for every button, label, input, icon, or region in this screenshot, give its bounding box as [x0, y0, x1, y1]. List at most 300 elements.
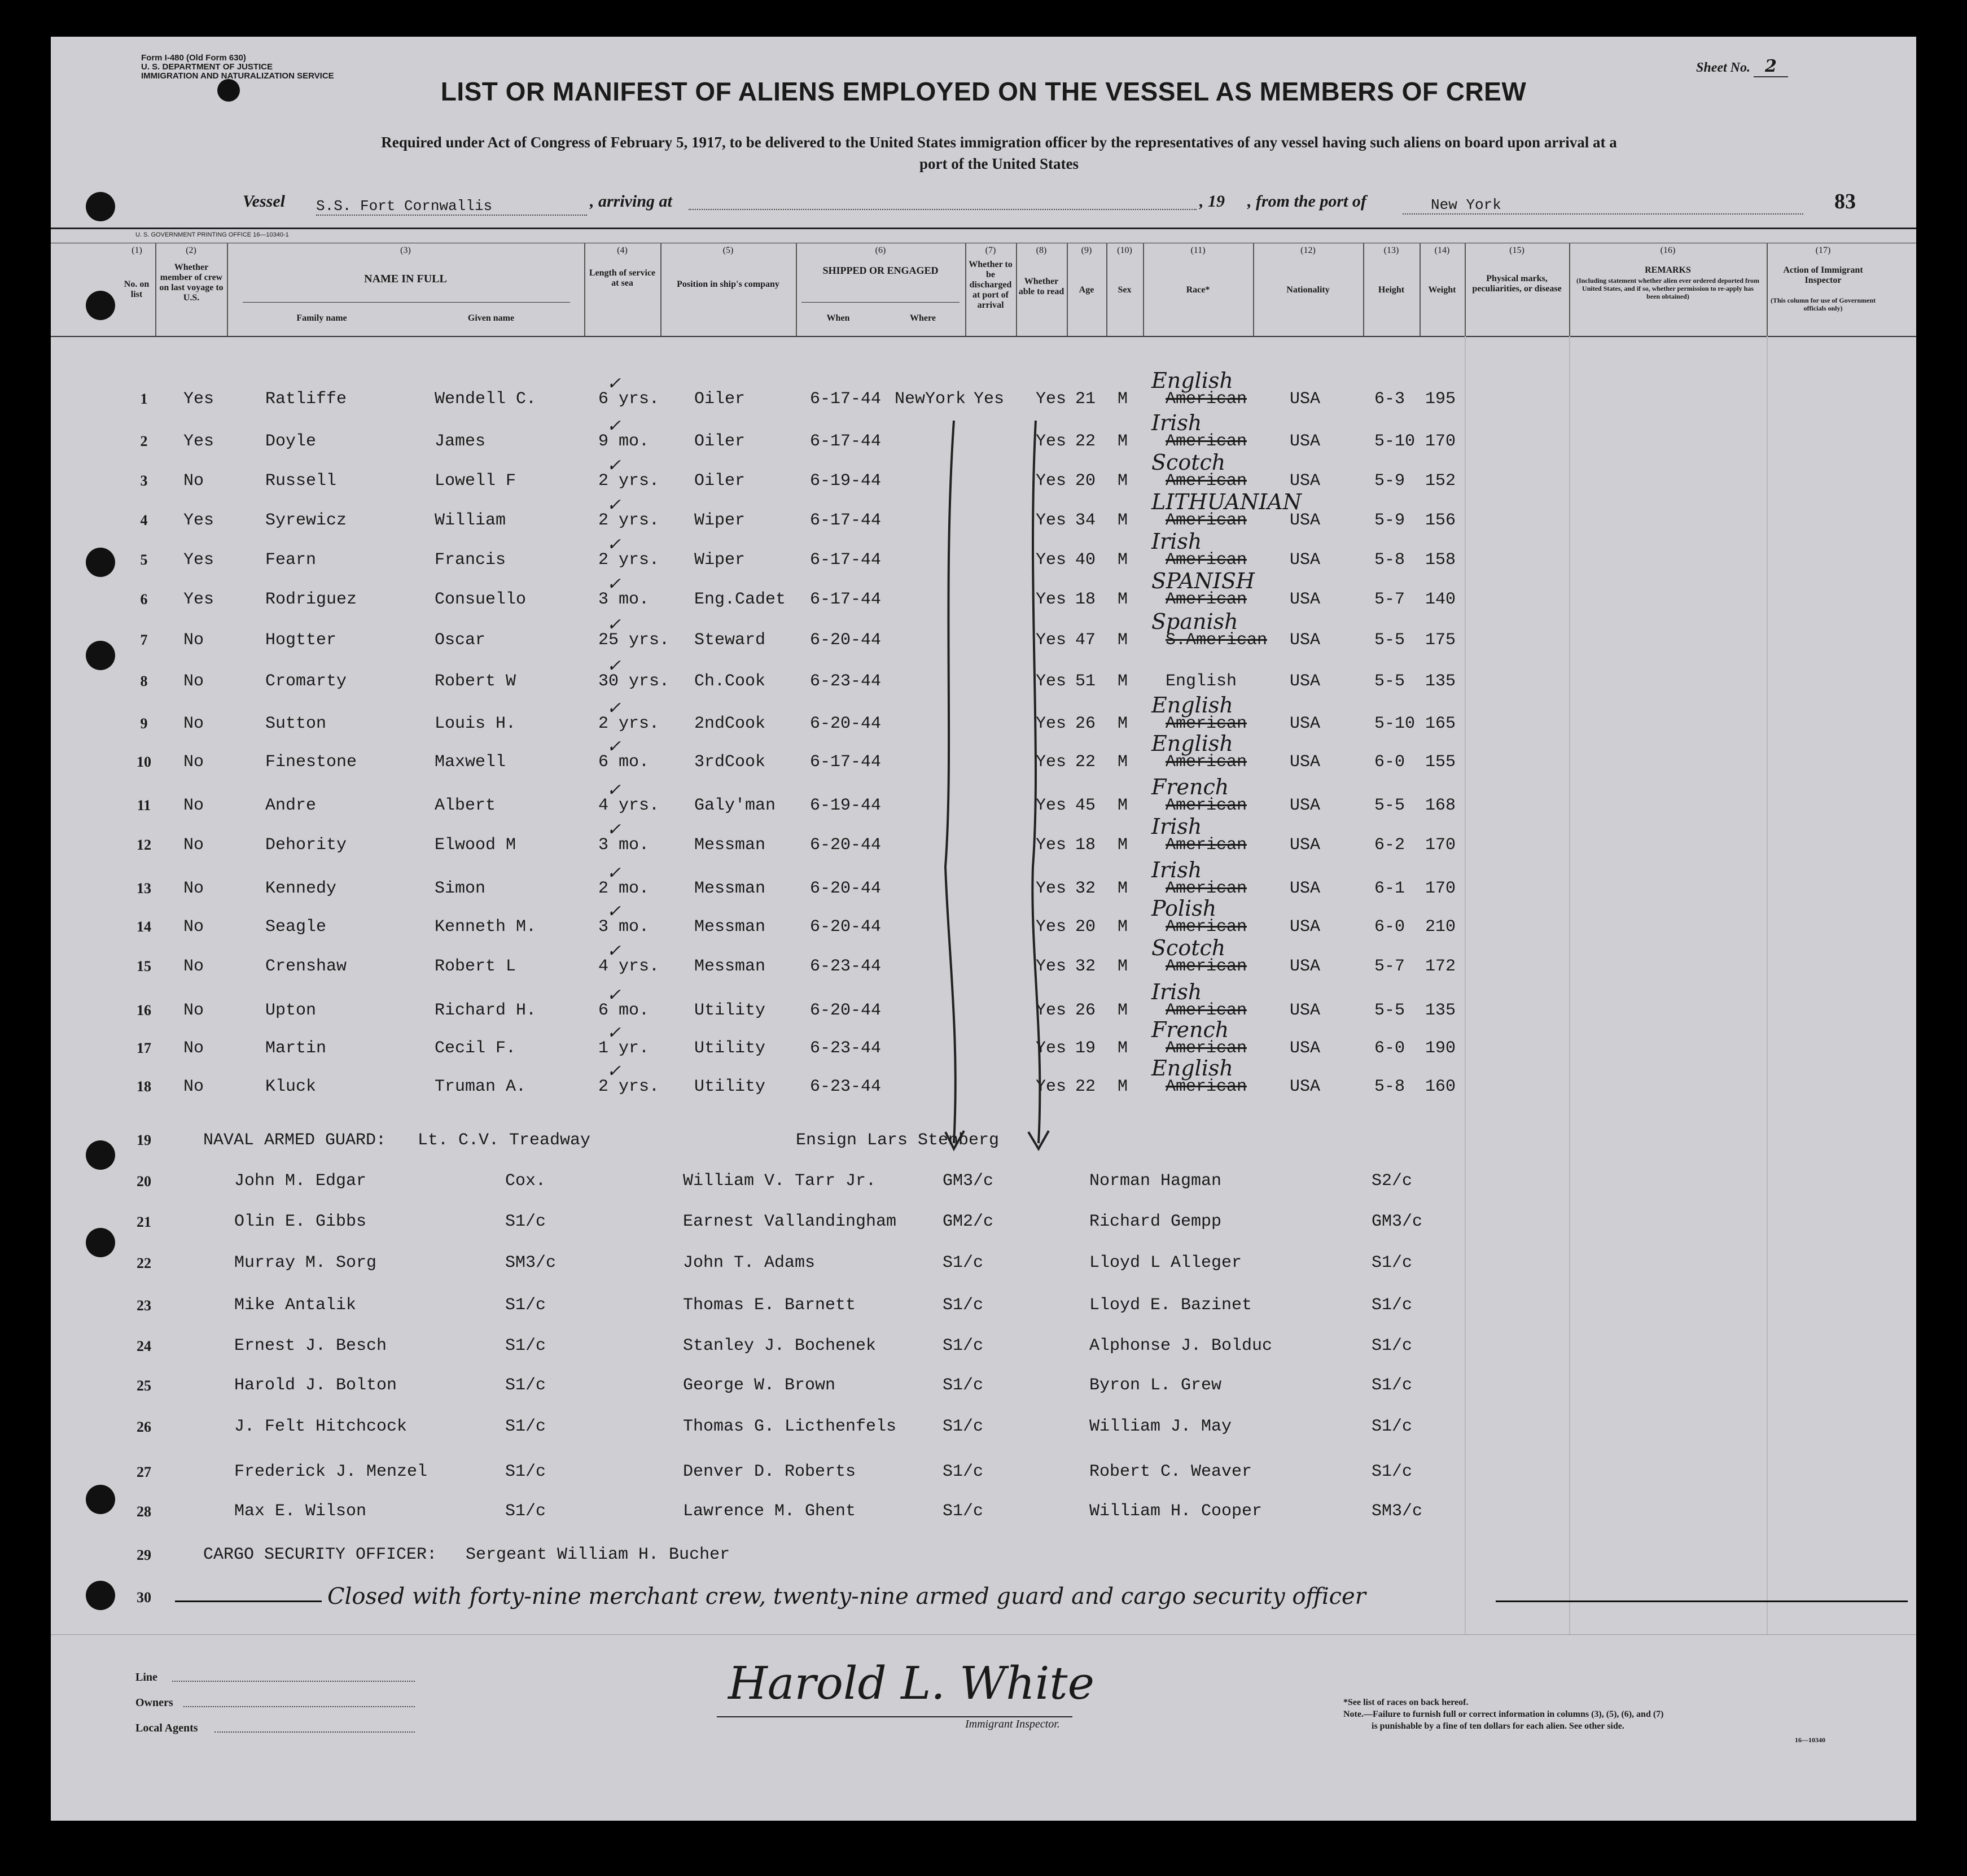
col-heading: Sex — [1118, 285, 1132, 295]
cell-nationality: USA — [1290, 590, 1321, 609]
cell-height: 6-0 — [1374, 917, 1405, 937]
guard-c3-rank: S1/c — [1372, 1253, 1413, 1272]
col-num: (15) — [1509, 246, 1524, 255]
cell-age: 21 — [1075, 390, 1096, 409]
cell-nationality: USA — [1290, 796, 1321, 815]
col-num: (9) — [1081, 246, 1092, 255]
cell-race-typed: American — [1166, 511, 1247, 530]
cell-no: 9 — [140, 715, 148, 732]
col-heading: Physical marks, peculiarities, or disease — [1472, 274, 1562, 294]
col-note: (Including statement whether alien ever ordered deported from United States, and if so, whether permission to re-apply has been obtained) — [1576, 277, 1760, 300]
cell-given: Lowell F — [435, 471, 516, 491]
cell-nationality: USA — [1290, 836, 1321, 855]
cell-race-typed: American — [1166, 550, 1247, 570]
cell-where: NewYork — [895, 390, 966, 409]
agents-blank — [214, 1731, 415, 1733]
cell-family: Ratliffe — [265, 390, 347, 409]
cell-when: 6-23-44 — [810, 1077, 882, 1096]
check-mark-icon: ✓ — [607, 1023, 621, 1043]
cell-read: Yes — [1036, 917, 1067, 937]
cell-age: 34 — [1075, 511, 1096, 530]
guard-c2-name: Lawrence M. Ghent — [683, 1502, 856, 1521]
cell-race-typed: American — [1166, 471, 1247, 491]
cell-sex: M — [1118, 390, 1128, 409]
sheet-number — [1696, 56, 1788, 76]
guard-c1-name: Harold J. Bolton — [234, 1376, 397, 1395]
cell-family: Russell — [265, 471, 337, 491]
department: U. S. DEPARTMENT OF JUSTICE — [141, 62, 273, 72]
cell-height: 6-0 — [1374, 753, 1405, 772]
owners-blank — [183, 1706, 415, 1707]
guard-c1-rank: SM3/c — [505, 1253, 557, 1272]
cell-age: 22 — [1075, 1077, 1096, 1096]
cell-nationality: USA — [1290, 1039, 1321, 1058]
cell-position: Galy'man — [694, 796, 776, 815]
cell-age: 19 — [1075, 1039, 1096, 1058]
arriving-blank — [689, 209, 1197, 210]
cell-family: Dehority — [265, 836, 347, 855]
cell-no: 1 — [140, 391, 148, 407]
cell-position: Wiper — [694, 511, 746, 530]
cell-height: 6-0 — [1374, 1039, 1405, 1058]
check-mark-icon: ✓ — [607, 456, 621, 475]
cell-service: 2 yrs. — [598, 714, 660, 733]
check-mark-icon: ✓ — [607, 374, 621, 393]
cell-height: 5-9 — [1374, 511, 1405, 530]
cell-race-handwritten: French — [1151, 1017, 1229, 1042]
guard-c1-rank: S1/c — [505, 1376, 546, 1395]
form-number: Form I-480 (Old Form 630) — [141, 53, 246, 63]
cell-race-handwritten: LITHUANIAN — [1151, 489, 1302, 514]
col-divider — [1767, 243, 1768, 336]
cell-race-typed: American — [1166, 879, 1247, 898]
col-num: (7) — [985, 246, 996, 255]
col-divider — [660, 243, 661, 336]
cell-height: 5-10 — [1374, 714, 1416, 733]
cell-position: Oiler — [694, 471, 746, 491]
guard-no: 21 — [137, 1214, 151, 1230]
cell-race-typed: American — [1166, 714, 1247, 733]
col-heading: Whether to be discharged at port of arrival — [969, 260, 1013, 310]
guard-c2-rank: S1/c — [943, 1417, 984, 1436]
header-bottom-rule — [51, 336, 1916, 337]
check-mark-icon: ✓ — [607, 902, 621, 921]
cell-prev: Yes — [183, 550, 214, 570]
cell-height: 5-5 — [1374, 796, 1405, 815]
guard-c3-name: Byron L. Grew — [1089, 1376, 1222, 1395]
cell-when: 6-17-44 — [810, 432, 882, 451]
guard-c3-rank: S1/c — [1372, 1296, 1413, 1315]
cell-age: 47 — [1075, 631, 1096, 650]
col-subheading: When — [826, 313, 850, 323]
col-divider — [1569, 243, 1570, 336]
col-num: (4) — [617, 246, 628, 255]
cell-no: 17 — [137, 1040, 151, 1056]
cell-sex: M — [1118, 1001, 1128, 1020]
col-heading: Race* — [1186, 285, 1210, 295]
col-num: (16) — [1660, 246, 1676, 255]
cell-weight: 160 — [1425, 1077, 1456, 1096]
guard-c2-name: Stanley J. Bochenek — [683, 1336, 877, 1355]
cell-position: Wiper — [694, 550, 746, 570]
subtitle-line-2: port of the United States — [919, 155, 1079, 172]
guard-c3-name: Richard Gempp — [1089, 1212, 1222, 1231]
cell-when: 6-20-44 — [810, 917, 882, 937]
cell-no: 18 — [137, 1078, 151, 1095]
guard-c1-name: Ernest J. Besch — [234, 1336, 387, 1355]
cell-sex: M — [1118, 917, 1128, 937]
cell-read: Yes — [1036, 590, 1067, 609]
check-mark-icon: ✓ — [607, 535, 621, 554]
cell-prev: No — [183, 917, 204, 937]
cell-service: 3 mo. — [598, 917, 650, 937]
cell-service: 4 yrs. — [598, 957, 660, 976]
cell-when: 6-23-44 — [810, 1039, 882, 1058]
punch-hole — [86, 1581, 115, 1610]
cell-family: Rodriguez — [265, 590, 357, 609]
table-top-rule — [51, 228, 1916, 229]
cell-age: 22 — [1075, 753, 1096, 772]
cell-weight: 170 — [1425, 836, 1456, 855]
cell-read: Yes — [1036, 836, 1067, 855]
cell-read: Yes — [1036, 796, 1067, 815]
vessel-label: Vessel — [243, 192, 285, 211]
col-heading: Height — [1378, 285, 1405, 295]
cell-height: 6-3 — [1374, 390, 1405, 409]
cell-service: 3 mo. — [598, 590, 650, 609]
cell-race-handwritten: Irish — [1151, 814, 1202, 839]
cell-nationality: USA — [1290, 1001, 1321, 1020]
check-mark-icon: ✓ — [607, 820, 621, 839]
cell-weight: 170 — [1425, 879, 1456, 898]
cell-service: 30 yrs. — [598, 672, 670, 691]
cell-sex: M — [1118, 631, 1128, 650]
cell-position: Ch.Cook — [694, 672, 766, 691]
cell-race-typed: American — [1166, 1077, 1247, 1096]
cell-family: Doyle — [265, 432, 317, 451]
cell-nationality: USA — [1290, 550, 1321, 570]
check-mark-icon: ✓ — [607, 985, 621, 1005]
col-num: (2) — [186, 246, 196, 255]
cell-nationality: USA — [1290, 879, 1321, 898]
cell-given: William — [435, 511, 506, 530]
cell-when: 6-20-44 — [810, 714, 882, 733]
guard-c1-name: Murray M. Sorg — [234, 1253, 377, 1272]
cell-age: 32 — [1075, 957, 1096, 976]
cell-weight: 140 — [1425, 590, 1456, 609]
signature-line — [717, 1716, 1072, 1717]
cell-service: 2 yrs. — [598, 1077, 660, 1096]
cell-weight: 152 — [1425, 471, 1456, 491]
cell-family: Martin — [265, 1039, 327, 1058]
cell-service: 2 yrs. — [598, 471, 660, 491]
cell-height: 5-8 — [1374, 550, 1405, 570]
punch-hole — [86, 641, 115, 670]
cell-race-handwritten: English — [1151, 693, 1233, 718]
cell-read: Yes — [1036, 511, 1067, 530]
cell-prev: Yes — [183, 432, 214, 451]
cell-service: 1 yr. — [598, 1039, 650, 1058]
cell-nationality: USA — [1290, 471, 1321, 491]
col-divider — [1767, 336, 1768, 1634]
guard-c3-name: Lloyd L Alleger — [1089, 1253, 1242, 1272]
col-num: (8) — [1036, 246, 1047, 255]
ditto-arrows — [920, 415, 1067, 1160]
cell-family: Hogtter — [265, 631, 337, 650]
cell-age: 26 — [1075, 714, 1096, 733]
guard-c3-rank: S1/c — [1372, 1462, 1413, 1481]
cell-race-typed: S.American — [1166, 631, 1268, 650]
cell-nationality: USA — [1290, 511, 1321, 530]
cell-nationality: USA — [1290, 957, 1321, 976]
cell-when: 6-20-44 — [810, 879, 882, 898]
cell-age: 32 — [1075, 879, 1096, 898]
col-heading: Age — [1079, 285, 1094, 295]
guard-c2-name: William V. Tarr Jr. — [683, 1171, 877, 1191]
cell-race-typed: American — [1166, 917, 1247, 937]
guard-c3-name: Lloyd E. Bazinet — [1089, 1296, 1252, 1315]
cell-age: 20 — [1075, 471, 1096, 491]
col-num: (11) — [1190, 246, 1206, 255]
page-number: 83 — [1834, 190, 1856, 213]
col-heading: No. on list — [124, 279, 150, 299]
cell-given: Cecil F. — [435, 1039, 516, 1058]
cell-race-handwritten: French — [1151, 775, 1229, 799]
row-number: 29 — [137, 1547, 151, 1563]
cell-given: Louis H. — [435, 714, 516, 733]
guard-c1-rank: S1/c — [505, 1336, 546, 1355]
arriving-label: , arriving at — [590, 192, 672, 211]
cell-no: 7 — [140, 632, 148, 648]
cell-position: Oiler — [694, 432, 746, 451]
cell-when: 6-17-44 — [810, 511, 882, 530]
cell-family: Kluck — [265, 1077, 317, 1096]
cell-family: Kennedy — [265, 879, 337, 898]
guard-c2-rank: S1/c — [943, 1296, 984, 1315]
subtitle — [124, 132, 1874, 174]
guard-c3-name: Norman Hagman — [1089, 1171, 1222, 1191]
cell-nationality: USA — [1290, 390, 1321, 409]
cell-service: 6 mo. — [598, 753, 650, 772]
cell-weight: 135 — [1425, 672, 1456, 691]
cell-read: Yes — [1036, 1001, 1067, 1020]
cell-service: 2 yrs. — [598, 511, 660, 530]
cell-read: Yes — [1036, 672, 1067, 691]
cell-no: 2 — [140, 433, 148, 449]
cell-family: Finestone — [265, 753, 357, 772]
cell-height: 6-2 — [1374, 836, 1405, 855]
col-heading: Whether member of crew on last voyage to U.S. — [159, 263, 224, 303]
col-heading: Whether able to read — [1018, 277, 1064, 296]
cell-given: Richard H. — [435, 1001, 537, 1020]
year-label: , 19 — [1199, 192, 1225, 211]
footer-rule — [51, 1634, 1916, 1635]
cell-weight: 156 — [1425, 511, 1456, 530]
from-port-label: , from the port of — [1247, 192, 1366, 211]
check-mark-icon: ✓ — [607, 737, 621, 756]
cell-read: Yes — [1036, 471, 1067, 491]
name-divider — [243, 302, 570, 303]
guard-c2-name: George W. Brown — [683, 1376, 836, 1395]
cell-discharged: Yes — [974, 390, 1005, 409]
col-heading: Weight — [1428, 285, 1456, 295]
guard-c2-rank: S1/c — [943, 1253, 984, 1272]
guard-c1-name: Mike Antalik — [234, 1296, 357, 1315]
cell-sex: M — [1118, 836, 1128, 855]
cell-when: 6-17-44 — [810, 390, 882, 409]
cell-given: Wendell C. — [435, 390, 537, 409]
cell-service: 9 mo. — [598, 432, 650, 451]
col-num: (17) — [1815, 246, 1831, 255]
cell-read: Yes — [1036, 753, 1067, 772]
form-code: 16—10340 — [1795, 1736, 1825, 1744]
cell-sex: M — [1118, 879, 1128, 898]
check-mark-icon: ✓ — [607, 941, 621, 961]
cell-race-handwritten: Irish — [1151, 529, 1202, 554]
cell-race-handwritten: English — [1151, 1056, 1233, 1081]
cell-service: 2 yrs. — [598, 550, 660, 570]
guard-no: 20 — [137, 1173, 151, 1190]
guard-no: 23 — [137, 1297, 151, 1314]
cell-when: 6-17-44 — [810, 590, 882, 609]
guard-officer: Ensign Lars Stenberg — [796, 1131, 1000, 1150]
cell-race-handwritten: SPANISH — [1151, 569, 1255, 593]
col-divider — [584, 243, 585, 336]
col-heading: Nationality — [1286, 285, 1330, 295]
cell-read: Yes — [1036, 550, 1067, 570]
col-note: (This column for use of Government officials only) — [1770, 296, 1876, 312]
cell-prev: No — [183, 714, 204, 733]
owners-label: Owners — [135, 1696, 173, 1709]
cell-age: 51 — [1075, 672, 1096, 691]
cell-weight: 135 — [1425, 1001, 1456, 1020]
cell-given: Robert W — [435, 672, 516, 691]
guard-label: NAVAL ARMED GUARD: — [203, 1131, 387, 1150]
printing-office: U. S. GOVERNMENT PRINTING OFFICE 16—10340-1 — [135, 231, 289, 238]
check-mark-icon: ✓ — [607, 574, 621, 594]
col-num: (13) — [1383, 246, 1399, 255]
sheet-label: Sheet No. — [1696, 60, 1750, 75]
cell-age: 40 — [1075, 550, 1096, 570]
col-divider — [155, 243, 156, 336]
cell-given: James — [435, 432, 486, 451]
guard-c2-rank: S1/c — [943, 1376, 984, 1395]
guard-no: 26 — [137, 1419, 151, 1435]
cell-read: Yes — [1036, 714, 1067, 733]
cell-nationality: USA — [1290, 631, 1321, 650]
cell-prev: No — [183, 471, 204, 491]
cell-sex: M — [1118, 1077, 1128, 1096]
guard-c3-rank: S1/c — [1372, 1417, 1413, 1436]
cell-read: Yes — [1036, 1077, 1067, 1096]
cell-family: Crenshaw — [265, 957, 347, 976]
col-heading: SHIPPED OR ENGAGED — [822, 265, 939, 276]
cell-prev: No — [183, 879, 204, 898]
guard-c1-rank: S1/c — [505, 1296, 546, 1315]
cell-position: Oiler — [694, 390, 746, 409]
col-heading: REMARKS — [1645, 265, 1691, 275]
guard-c2-rank: GM3/c — [943, 1171, 994, 1191]
cell-position: Steward — [694, 631, 766, 650]
cell-weight: 165 — [1425, 714, 1456, 733]
cell-nationality: USA — [1290, 714, 1321, 733]
cell-family: Syrewicz — [265, 511, 347, 530]
col-heading: Action of Immigrant Inspector — [1783, 265, 1863, 285]
cell-height: 5-10 — [1374, 432, 1416, 451]
guard-c2-rank: GM2/c — [943, 1212, 994, 1231]
cell-when: 6-19-44 — [810, 471, 882, 491]
cell-no: 15 — [137, 958, 151, 974]
cell-given: Simon — [435, 879, 486, 898]
guard-no: 22 — [137, 1255, 151, 1271]
guard-c1-rank: S1/c — [505, 1502, 546, 1521]
check-mark-icon: ✓ — [607, 1061, 621, 1081]
closing-rule — [1496, 1600, 1908, 1602]
cell-prev: No — [183, 753, 204, 772]
cell-race-handwritten: Polish — [1151, 896, 1217, 921]
cell-given: Robert L — [435, 957, 516, 976]
cell-when: 6-23-44 — [810, 957, 882, 976]
cell-age: 22 — [1075, 432, 1096, 451]
cell-given: Kenneth M. — [435, 917, 537, 937]
cell-height: 5-5 — [1374, 1001, 1405, 1020]
cell-family: Fearn — [265, 550, 317, 570]
cell-when: 6-17-44 — [810, 753, 882, 772]
punch-hole — [86, 192, 115, 221]
guard-c2-name: Thomas G. Licthenfels — [683, 1417, 897, 1436]
col-subheading: Where — [910, 313, 936, 323]
footer-note: *See list of races on back hereof. — [1343, 1698, 1469, 1707]
cell-no: 14 — [137, 919, 151, 935]
cell-position: Eng.Cadet — [694, 590, 786, 609]
col-heading: NAME IN FULL — [364, 273, 447, 285]
cell-sex: M — [1118, 511, 1128, 530]
cell-position: Messman — [694, 879, 766, 898]
cell-prev: No — [183, 631, 204, 650]
check-mark-icon: ✓ — [607, 780, 621, 800]
cell-sex: M — [1118, 957, 1128, 976]
cell-sex: M — [1118, 796, 1128, 815]
guard-c2-name: Thomas E. Barnett — [683, 1296, 856, 1315]
vessel-name: S.S. Fort Cornwallis — [316, 198, 587, 216]
cell-position: Utility — [694, 1077, 766, 1096]
cell-service: 25 yrs. — [598, 631, 670, 650]
cell-height: 5-8 — [1374, 1077, 1405, 1096]
footer-note: is punishable by a fine of ten dollars for each alien. See other side. — [1372, 1721, 1624, 1731]
cell-no: 3 — [140, 473, 148, 489]
guard-c1-rank: S1/c — [505, 1212, 546, 1231]
cell-weight: 168 — [1425, 796, 1456, 815]
cell-race-handwritten: English — [1151, 731, 1233, 756]
sheet-value: 2 — [1754, 56, 1788, 77]
cell-prev: Yes — [183, 390, 214, 409]
col-num: (12) — [1300, 246, 1316, 255]
col-num: (14) — [1434, 246, 1450, 255]
cell-race-handwritten: Spanish — [1151, 609, 1238, 634]
cell-read: Yes — [1036, 432, 1067, 451]
cell-race-handwritten: English — [1151, 368, 1233, 393]
cell-weight: 170 — [1425, 432, 1456, 451]
cell-service: 2 mo. — [598, 879, 650, 898]
cell-race-typed: American — [1166, 753, 1247, 772]
cell-when: 6-20-44 — [810, 836, 882, 855]
col-num: (1) — [132, 246, 142, 255]
cell-race-typed: American — [1166, 796, 1247, 815]
inspector-label: Immigrant Inspector. — [965, 1718, 1060, 1730]
guard-c1-name: J. Felt Hitchcock — [234, 1417, 408, 1436]
cell-height: 5-9 — [1374, 471, 1405, 491]
cell-height: 5-5 — [1374, 672, 1405, 691]
